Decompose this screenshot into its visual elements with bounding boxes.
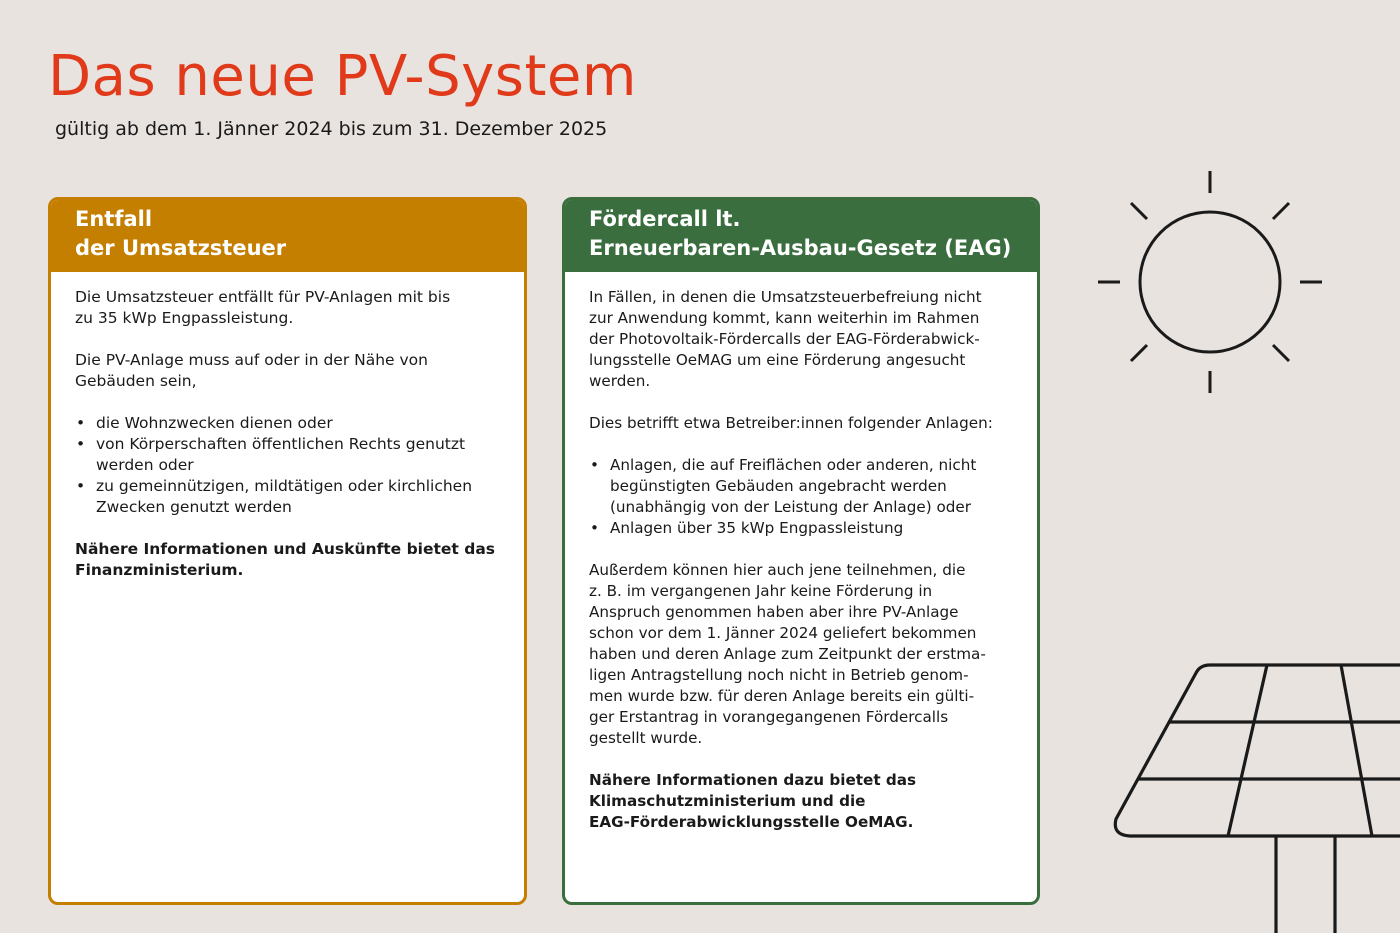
text-line: Finanzministerium. <box>75 561 244 579</box>
text-line: Anspruch genommen haben aber ihre PV-Anlage <box>589 603 959 621</box>
card-heading-line: Fördercall lt. <box>589 207 741 231</box>
vat-exemption-card-header <box>51 200 524 272</box>
text-line: Zwecken genutzt werden <box>96 498 292 516</box>
text-line: werden. <box>589 372 651 390</box>
text-line: • Anlagen, die auf Freiflächen oder anderen, nicht <box>610 456 977 474</box>
text-line: z. B. im vergangenen Jahr keine Förderung in <box>589 582 933 600</box>
eag-fundingcall-card <box>562 197 1040 905</box>
text-line: • von Körperschaften öffentlichen Rechts genutzt <box>96 435 466 453</box>
text-line: zur Anwendung kommt, kann weiterhin im Rahmen <box>589 309 980 327</box>
list-item <box>75 413 500 434</box>
bullet-list <box>589 455 1013 539</box>
text-line: Dies betrifft etwa Betreiber:innen folgender Anlagen: <box>589 414 993 432</box>
paragraph <box>75 350 500 392</box>
text-line: werden oder <box>96 456 194 474</box>
info-note <box>75 539 500 581</box>
text-line: der Photovoltaik-Fördercalls der EAG-Förderabwick- <box>589 330 980 348</box>
sun-icon <box>1090 165 1330 400</box>
paragraph <box>589 287 1013 392</box>
card-heading-line: Entfall <box>75 207 153 231</box>
text-line: Außerdem können hier auch jene teilnehmen, die <box>589 561 966 579</box>
text-line: lungsstelle OeMAG um eine Förderung angesucht <box>589 351 966 369</box>
text-line: • Anlagen über 35 kWp Engpassleistung <box>610 519 904 537</box>
text-line: ligen Antragstellung noch nicht in Betrieb genom- <box>589 666 969 684</box>
text-line: ger Erstantrag in vorangegangenen Fördercalls <box>589 708 949 726</box>
text-line: In Fällen, in denen die Umsatzsteuerbefreiung nicht <box>589 288 982 306</box>
text-line: • zu gemeinnützigen, mildtätigen oder kirchlichen <box>96 477 473 495</box>
list-item <box>75 476 500 518</box>
text-line: haben und deren Anlage zum Zeitpunkt der erstma- <box>589 645 986 663</box>
page-subtitle: gültig ab dem 1. Jänner 2024 bis zum 31. Dezember 2025 <box>55 118 608 140</box>
bullet-list <box>75 413 500 518</box>
text-line: men wurde bzw. für deren Anlage bereits ein gülti- <box>589 687 975 705</box>
list-item <box>589 518 1013 539</box>
info-note <box>589 770 1013 833</box>
text-line: (unabhängig von der Leistung der Anlage) oder <box>610 498 971 516</box>
paragraph <box>75 287 500 329</box>
text-line: gestellt wurde. <box>589 729 703 747</box>
text-line: Die PV-Anlage muss auf oder in der Nähe von <box>75 351 428 369</box>
text-line: • die Wohnzwecken dienen oder <box>96 414 333 432</box>
text-line: EAG-Förderabwicklungsstelle OeMAG. <box>589 813 914 831</box>
paragraph <box>589 560 1013 749</box>
eag-fundingcall-card-header <box>565 200 1037 272</box>
text-line: schon vor dem 1. Jänner 2024 geliefert bekommen <box>589 624 977 642</box>
text-line: Nähere Informationen und Auskünfte bietet das <box>75 540 496 558</box>
text-line: Nähere Informationen dazu bietet das <box>589 771 917 789</box>
list-item <box>589 455 1013 518</box>
card-heading-line: der Umsatzsteuer <box>75 236 287 260</box>
card-heading-line: Erneuerbaren-Ausbau-Gesetz (EAG) <box>589 236 1012 260</box>
text-line: Gebäuden sein, <box>75 372 197 390</box>
text-line: begünstigten Gebäuden angebracht werden <box>610 477 947 495</box>
text-line: Klimaschutzministerium und die <box>589 792 866 810</box>
paragraph <box>589 413 1013 434</box>
page-title: Das neue PV-System <box>48 44 637 109</box>
eag-fundingcall-card-body <box>565 272 1037 833</box>
list-item <box>75 434 500 476</box>
text-line: Die Umsatzsteuer entfällt für PV-Anlagen mit bis <box>75 288 451 306</box>
text-line: zu 35 kWp Engpassleistung. <box>75 309 294 327</box>
solar-panel-icon <box>1100 655 1400 933</box>
vat-exemption-card <box>48 197 527 905</box>
vat-exemption-card-body <box>51 272 524 581</box>
